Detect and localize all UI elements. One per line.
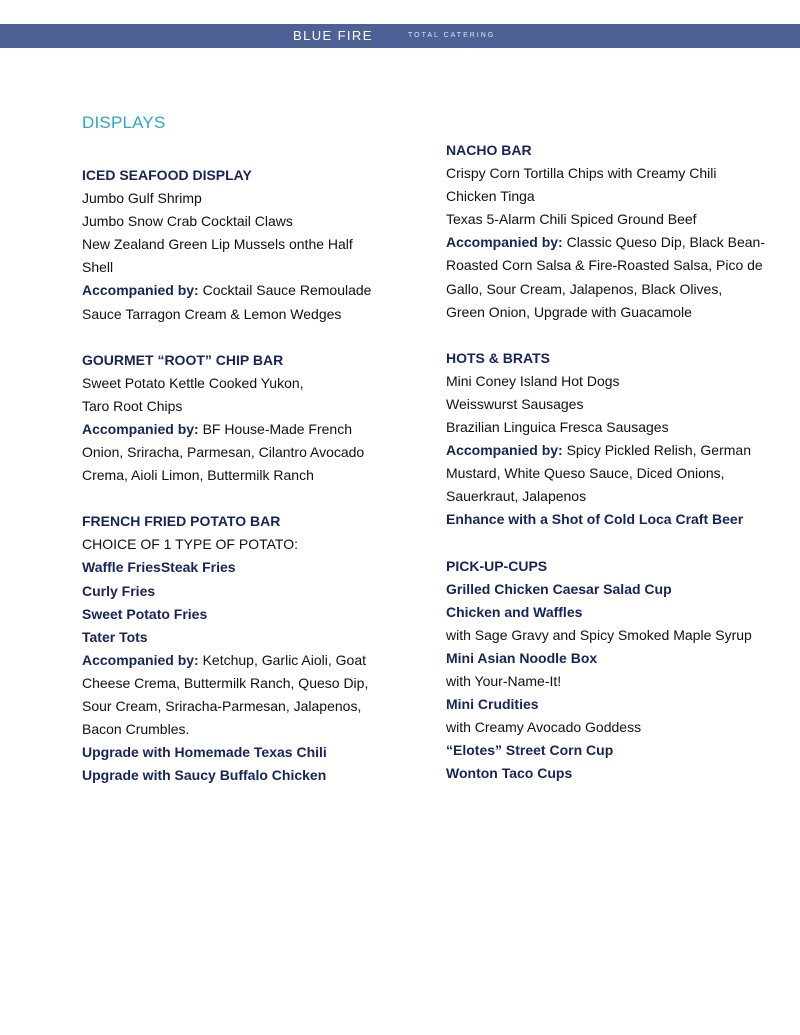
menu-item-bold: Upgrade with Homemade Texas Chili — [82, 744, 327, 761]
menu-item: with Sage Gravy and Spicy Smoked Maple Syrup — [446, 626, 752, 643]
menu-item: Crispy Corn Tortilla Chips with Creamy Chili — [446, 165, 717, 182]
menu-heading: FRENCH FRIED POTATO BAR — [82, 513, 281, 530]
menu-item-bold: Enhance with a Shot of Cold Loca Craft Beer — [446, 511, 744, 528]
menu-item: Crema, Aioli Limon, Buttermilk Ranch — [82, 467, 314, 484]
menu-item: Onion, Sriracha, Parmesan, Cilantro Avocado — [82, 444, 365, 461]
left-menu-column — [82, 164, 402, 787]
menu-item: Green Onion, Upgrade with Guacamole — [446, 303, 692, 320]
accompaniment-text: BF House-Made French — [198, 420, 352, 437]
accompaniment-line — [82, 418, 402, 441]
menu-item: Jumbo Snow Crab Cocktail Claws — [82, 213, 293, 230]
accompanied-by-label: Accompanied by: — [82, 282, 199, 299]
accompanied-by-label: Accompanied by: — [446, 234, 563, 251]
accompaniment-line — [82, 649, 402, 672]
menu-item: Gallo, Sour Cream, Jalapenos, Black Olives, — [446, 280, 723, 297]
menu-item-bold: Chicken and Waffles — [446, 603, 583, 620]
menu-item: New Zealand Green Lip Mussels onthe Half — [82, 236, 353, 253]
menu-item: Sauce Tarragon Cream & Lemon Wedges — [82, 305, 342, 322]
menu-item: Sauerkraut, Jalapenos — [446, 488, 587, 505]
accompaniment-line — [446, 439, 766, 462]
menu-item: Texas 5-Alarm Chili Spiced Ground Beef — [446, 211, 697, 228]
menu-item: with Creamy Avocado Goddess — [446, 719, 642, 736]
menu-heading: NACHO BAR — [446, 142, 532, 158]
menu-heading: PICK-UP-CUPS — [446, 557, 548, 574]
menu-item-bold: Waffle FriesSteak Fries — [82, 559, 236, 576]
menu-item: with Your-Name-It! — [446, 672, 562, 689]
accompanied-by-label: Accompanied by: — [82, 651, 199, 668]
accompaniment-text: Classic Queso Dip, Black Bean- — [562, 234, 766, 251]
brand-name: BLUE FIRE — [293, 28, 373, 43]
menu-item-bold: Mini Crudities — [446, 696, 539, 713]
section-spacer — [446, 324, 766, 347]
menu-item: Taro Root Chips — [82, 397, 183, 414]
menu-item: Bacon Crumbles. — [82, 721, 190, 738]
menu-item-bold: Grilled Chicken Caesar Salad Cup — [446, 580, 672, 597]
menu-item: Brazilian Linguica Fresca Sausages — [446, 419, 669, 436]
accompaniment-text: Spicy Pickled Relish, German — [562, 442, 751, 459]
section-spacer — [82, 326, 402, 349]
menu-item-bold: Upgrade with Saucy Buffalo Chicken — [82, 767, 327, 784]
accompaniment-text: Ketchup, Garlic Aioli, Goat — [198, 651, 367, 668]
section-title: DISPLAYS — [82, 113, 166, 132]
section-spacer — [82, 487, 402, 510]
menu-item: CHOICE OF 1 TYPE OF POTATO: — [82, 536, 298, 553]
menu-item: Mini Coney Island Hot Dogs — [446, 372, 620, 389]
menu-item: Sweet Potato Kettle Cooked Yukon, — [82, 374, 304, 391]
accompaniment-text: Cocktail Sauce Remoulade — [198, 282, 372, 299]
menu-item: Mustard, White Queso Sauce, Diced Onions, — [446, 465, 725, 482]
menu-item-bold: Curly Fries — [82, 582, 156, 599]
menu-heading: HOTS & BRATS — [446, 349, 550, 366]
menu-item-bold: Sweet Potato Fries — [82, 605, 208, 622]
accompanied-by-label: Accompanied by: — [82, 420, 199, 437]
accompaniment-line — [82, 279, 402, 302]
section-spacer — [446, 532, 766, 555]
accompaniment-line — [446, 231, 766, 254]
menu-heading: GOURMET “ROOT” CHIP BAR — [82, 351, 284, 368]
menu-item-bold: Mini Asian Noodle Box — [446, 649, 598, 666]
brand-tagline: TOTAL CATERING — [408, 32, 496, 39]
menu-item: Shell — [82, 259, 114, 276]
accompanied-by-label: Accompanied by: — [446, 442, 563, 459]
menu-item-bold: “Elotes” Street Corn Cup — [446, 742, 614, 759]
header-bar — [0, 24, 800, 48]
menu-item: Roasted Corn Salsa & Fire-Roasted Salsa, Pico de — [446, 257, 763, 274]
menu-heading: ICED SEAFOOD DISPLAY — [82, 167, 252, 183]
menu-item: Cheese Crema, Buttermilk Ranch, Queso Dip, — [82, 674, 369, 691]
menu-item: Sour Cream, Sriracha-Parmesan, Jalapenos, — [82, 697, 362, 714]
right-menu-column — [446, 139, 766, 785]
menu-item: Chicken Tinga — [446, 188, 535, 205]
menu-item: Jumbo Gulf Shrimp — [82, 190, 202, 207]
menu-item-bold: Wonton Taco Cups — [446, 765, 573, 782]
menu-item-bold: Tater Tots — [82, 628, 148, 645]
menu-item: Weisswurst Sausages — [446, 395, 584, 412]
